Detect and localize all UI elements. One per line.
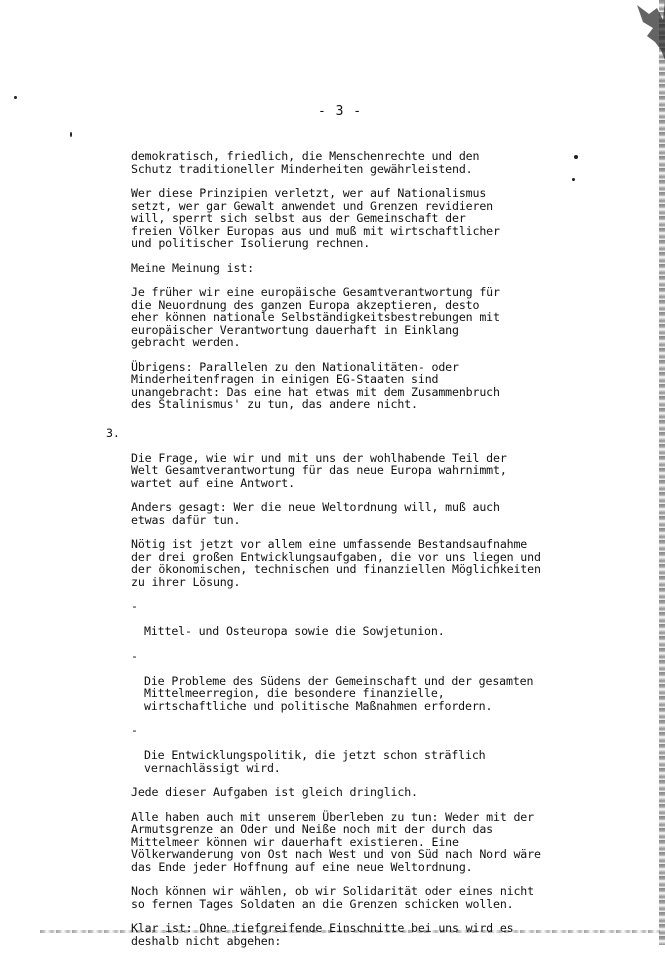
paragraph: Anders gesagt: Wer die neue Weltordnung will, muß auch etwas dafür tun. [131,500,500,527]
paragraph: Meine Meinung ist: [131,260,254,275]
section-number: 3. [106,425,120,440]
section-text: Die Frage, wie wir und mit uns der wohlhabende Teil der Welt Gesamtverantwortung für das neue Europa wahrnimmt, wartet auf eine Antwort. [131,450,507,490]
dash-bullet: - [131,599,138,613]
list-item-text: Die Entwicklungspolitik, die jetzt schon sträflich vernachlässigt wird. [144,748,486,775]
paragraph: Noch können wir wählen, ob wir Solidarität oder eines nicht so fernen Tages Soldaten an die Grenzen schicken wollen. [131,884,534,911]
document-body [106,149,551,959]
numbered-section-3 [106,425,551,490]
dash-bullet: - [131,648,138,663]
list-item-text: Die Probleme des Südens der Gemeinschaft und der gesamten Mittelmeerregion, die besondere finanzielle, wirtschaftliche und politische Maßnahmen erfordern. [144,673,534,713]
page-number: - 3 - [318,104,363,119]
paragraph: Alle haben auch mit unserem Überleben zu tun: Weder mit der Armutsgrenze an Oder und Neiße noch mit der durch das Mittelmeer können wir dauerhaft existieren. Eine Völkerwanderung von Ost nach West und von Süd nach Nord wäre das Ende jeder Hoffnung auf eine neue Weltordnung. [131,809,541,874]
scan-speck [70,132,72,137]
list-item [131,650,551,713]
list-item [131,724,551,774]
paragraph: Je früher wir eine europäische Gesamtverantwortung für die Neuordnung des ganzen Europa akzeptieren, desto eher können nationale Selbständigkeitsbestrebungen mit europäischer Verantwortung dauerhaft in Einklang gebracht werden. [131,285,500,349]
paragraph: demokratisch, friedlich, die Menschenrechte und den Schutz traditioneller Minderheiten gewährleistend. [131,149,480,176]
scan-corner-blot [617,0,665,60]
scan-speck [14,96,17,99]
scan-speck [572,178,575,181]
paragraph: Klar ist: Ohne tiefgreifende Einschnitte bei uns wird es deshalb nicht abgehen: [131,921,514,948]
paragraph: Übrigens: Parallelen zu den Nationalitäten- oder Minderheitenfragen in einigen EG-Staaten sind unangebracht: Das eine hat etwas mit dem Zusammenbruch des Stalinismus' zu tun, das andere nicht. [131,359,500,411]
scan-speck [574,155,578,159]
list-item-text: Mittel- und Osteuropa sowie die Sowjetunion. [144,624,445,638]
paragraph: Wer diese Prinzipien verletzt, wer auf Nationalismus setzt, wer gar Gewalt anwendet und Grenzen revidieren will, sperrt sich selbst aus der Gemeinschaft der freien Völker Europas aus und muß mit wirtschaftlicher und politischer Isolierung rechnen. [131,186,500,250]
paragraph: Jede dieser Aufgaben ist gleich dringlich. [131,785,418,799]
list-item [131,600,551,638]
scan-edge-right [659,0,665,945]
dash-bullet: - [131,723,138,737]
paragraph: Nötig ist jetzt vor allem eine umfassende Bestandsaufnahme der drei großen Entwicklungsaufgaben, die vor uns liegen und der ökonomischen, technischen und finanziellen Möglichkeiten zu ihrer Lösung. [131,537,541,589]
